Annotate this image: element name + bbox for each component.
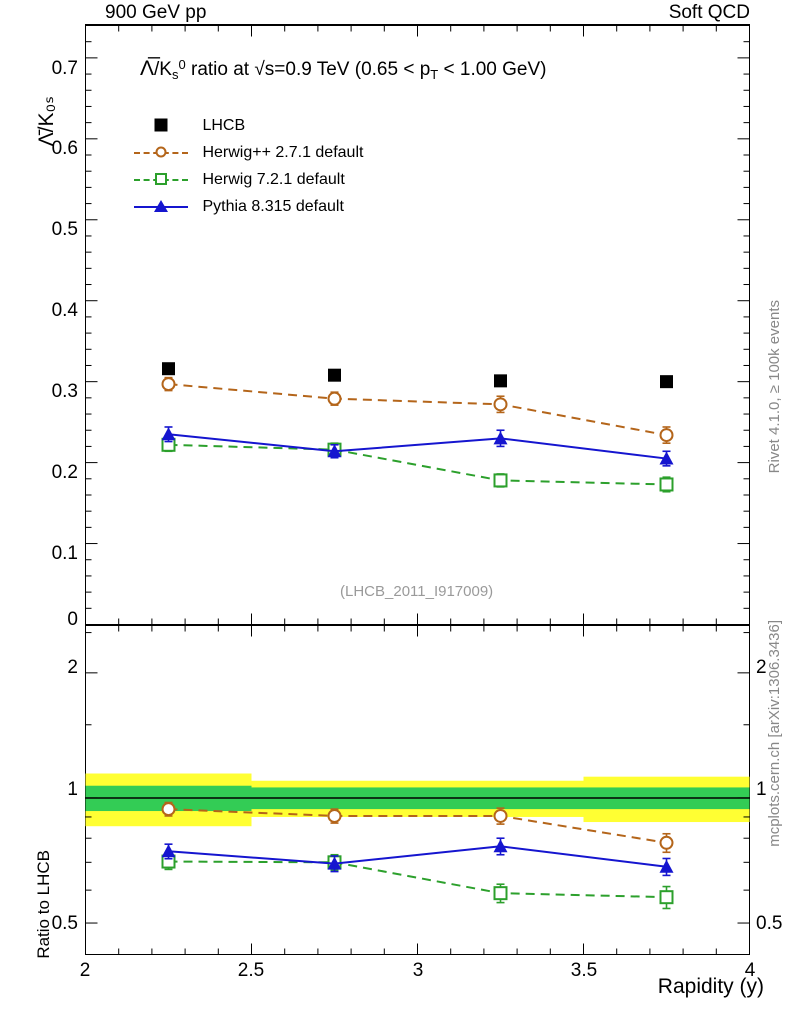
filled-triangle-icon (154, 200, 168, 212)
open-circle-icon (156, 147, 167, 158)
legend-label-lhcb: LHCB (202, 117, 246, 135)
legend-marker-lhcb (130, 112, 192, 139)
xtick-2: 2 (79, 960, 91, 981)
legend-marker-pythia (130, 193, 192, 220)
legend-entry-herwigpp (130, 139, 363, 166)
legend-marker-herwig7 (130, 166, 192, 193)
ratio-ytick-1-right: 1 (756, 779, 767, 800)
main-ytick-0.1: 0.1 (51, 543, 78, 564)
main-ytick-0.3: 0.3 (51, 381, 78, 402)
xtick-2.5: 2.5 (237, 960, 265, 981)
header-left-label: 900 GeV pp (105, 2, 207, 23)
x-axis-title: Rapidity (y) (657, 975, 764, 998)
xtick-3: 3 (412, 960, 424, 981)
plot-title: $\Lambda̅/K_s^0$ ratio at √s=0.9 TeV ($0.65 < p_T < 1.00$ GeV) (140, 57, 547, 82)
legend-label-pythia: Pythia 8.315 default (202, 198, 344, 216)
legend-marker-herwigpp (130, 139, 192, 166)
filled-square-icon (155, 119, 168, 132)
header-right-label: Soft QCD (668, 2, 750, 23)
legend-label-herwig7: Herwig 7.2.1 default (202, 171, 345, 189)
ratio-ytick-2-right: 2 (756, 657, 767, 678)
main-ytick-0.6: 0.6 (51, 138, 78, 159)
xtick-3.5: 3.5 (570, 960, 598, 981)
main-ytick-0.4: 0.4 (51, 300, 78, 321)
rivet-version-annotation: Rivet 4.1.0, ≥ 100k events (766, 300, 783, 474)
main-ytick-0: 0 (67, 609, 78, 630)
ratio-ytick-0.5-right: 0.5 (756, 913, 783, 934)
main-ytick-0.5: 0.5 (51, 219, 78, 240)
ratio-y-axis-title: Ratio to LHCB (34, 850, 53, 959)
mcplots-annotation: mcplots.cern.ch [arXiv:1306.3436] (766, 620, 783, 847)
main-y-axis-title: Λ̄/K₀ₛ (35, 96, 58, 147)
legend-entry-pythia (130, 193, 363, 220)
legend-entry-lhcb (130, 112, 363, 139)
ratio-ytick-1-left: 1 (67, 779, 78, 800)
main-ytick-0.2: 0.2 (51, 462, 78, 483)
xtick-4: 4 (744, 960, 756, 981)
ratio-plot-frame (85, 625, 750, 955)
legend (130, 112, 363, 220)
legend-label-herwigpp: Herwig++ 2.7.1 default (202, 144, 364, 162)
open-square-icon (155, 173, 167, 185)
main-ytick-0.7: 0.7 (51, 58, 78, 79)
ratio-ytick-2-left: 2 (67, 657, 78, 678)
legend-entry-herwig7 (130, 166, 363, 193)
ratio-ytick-0.5-left: 0.5 (51, 913, 78, 934)
analysis-id-watermark: (LHCB_2011_I917009) (340, 583, 494, 600)
